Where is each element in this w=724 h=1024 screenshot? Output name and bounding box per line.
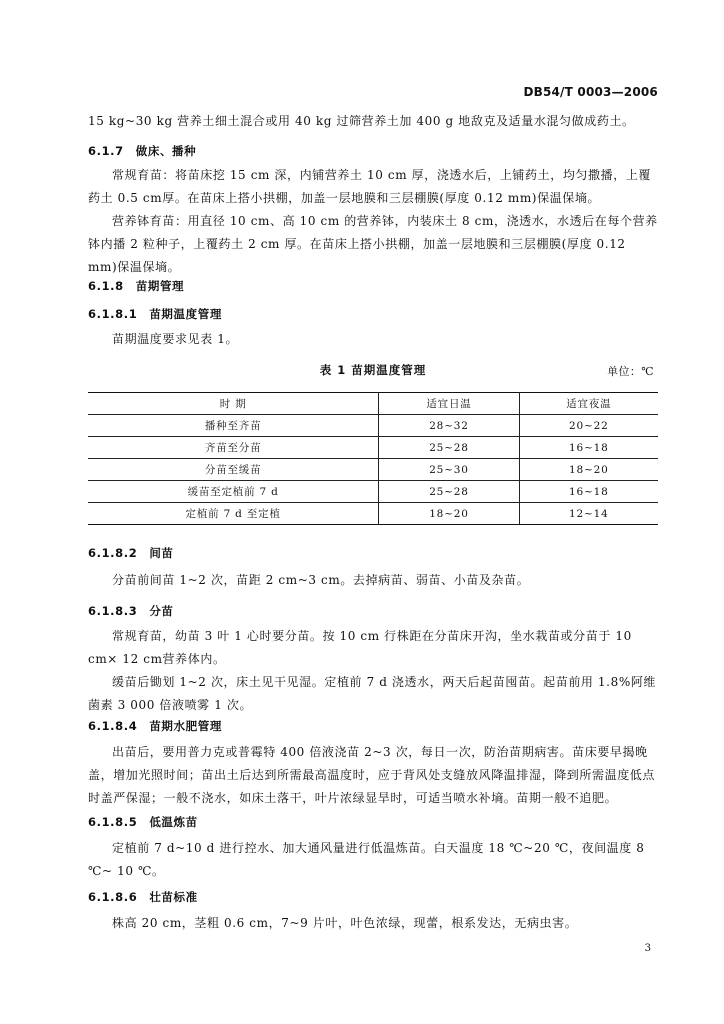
paragraph-soil-mix: 15 kg~30 kg 营养土细土混合或用 40 kg 过筛营养土加 400 g 地敌克及适量水混匀做成药土。 [88,114,635,128]
section-title: 低温炼苗 [149,815,198,829]
section-number: 6.1.8.6 [88,890,138,904]
section-heading-6-1-8 [88,278,184,294]
table-header-row [88,393,658,415]
cell-night-temp: 16~18 [519,437,658,459]
section-title: 间苗 [149,546,174,560]
section-title: 做床、播种 [135,144,197,158]
cell-night-temp: 16~18 [519,481,658,503]
table-row [88,415,658,437]
section-heading-6-1-8-1 [88,306,222,322]
paragraph-hardening: 定植前 7 d~10 d 进行控水、加大通风量进行低温炼苗。白天温度 18 ℃~20 ℃，夜间温度 8 ℃~ 10 ℃。 [88,841,645,878]
cell-night-temp: 20~22 [519,415,658,437]
section-number: 6.1.8.4 [88,719,138,733]
cell-day-temp: 28~32 [379,415,519,437]
table-row [88,437,658,459]
paragraph-water-fertilizer: 出苗后，要用普力克或普霉特 400 倍液浇苗 2~3 次，每日一次，防治苗期病害。苗床要早揭晚盖，增加光照时间；苗出土后达到所需最高温度时，应于背风处支缝放风降温排湿，降到所需温度低点时盖严保湿；一般不浇水，如床土落干，叶片浓绿显旱时，可适当喷水补墒。苗期一般不追肥。 [88,745,656,805]
table-row [88,503,658,525]
standard-code: DB54/T 0003—2006 [523,85,658,99]
paragraph-temperature-reference: 苗期温度要求见表 1。 [112,332,239,346]
section-number: 6.1.8.1 [88,307,138,321]
cell-period: 定植前 7 d 至定植 [88,503,379,525]
cell-day-temp: 25~30 [379,459,519,481]
section-title: 壮苗标准 [149,890,198,904]
paragraph-post-transplant: 缓苗后锄划 1~2 次，床土见干见湿。定植前 7 d 浇透水，两天后起苗囤苗。起苗前用 1.8%阿维菌素 3 000 倍液喷雾 1 次。 [88,675,657,712]
paragraph-pot-nursery: 营养钵育苗：用直径 10 cm、高 10 cm 的营养钵，内装床土 8 cm，浇透水，水透后在每个营养钵内播 2 粒种子，上覆药土 2 cm 厚。在苗床上搭小拱棚，加盖一层地膜和三层棚膜(厚度 0.12 mm)保温保墒。 [88,214,658,274]
section-number: 6.1.8 [88,279,124,293]
section-heading-6-1-8-4 [88,718,222,734]
cell-day-temp: 25~28 [379,437,519,459]
table-row [88,459,658,481]
cell-period: 齐苗至分苗 [88,437,379,459]
section-number: 6.1.8.2 [88,546,138,560]
paragraph-transplanting: 常规育苗，幼苗 3 叶 1 心时要分苗。按 10 cm 行株距在分苗床开沟，坐水栽苗或分苗于 10 cm× 12 cm营养体内。 [88,629,632,666]
paragraph-thinning: 分苗前间苗 1~2 次，苗距 2 cm~3 cm。去掉病苗、弱苗、小苗及杂苗。 [112,573,530,587]
section-title: 分苗 [149,604,174,618]
header-day-temp: 适宜日温 [379,393,519,415]
header-night-temp: 适宜夜温 [519,393,658,415]
section-heading-6-1-7 [88,143,196,159]
cell-night-temp: 12~14 [519,503,658,525]
paragraph-conventional-nursery: 常规育苗：将苗床挖 15 cm 深，内铺营养土 10 cm 厚，浇透水后，上铺药土，均匀撒播，上覆药土 0.5 cm厚。在苗床上搭小拱棚，加盖一层地膜和三层棚膜(厚度 0.12 mm)保温保墒。 [88,168,652,205]
section-heading-6-1-8-6 [88,889,198,905]
section-heading-6-1-8-5 [88,814,198,830]
seedling-temperature-table [88,392,658,525]
cell-day-temp: 25~28 [379,481,519,503]
section-number: 6.1.7 [88,144,124,158]
header-period: 时 期 [88,393,379,415]
section-number: 6.1.8.5 [88,815,138,829]
cell-period: 缓苗至定植前 7 d [88,481,379,503]
section-title: 苗期水肥管理 [149,719,222,733]
section-heading-6-1-8-3 [88,603,174,619]
cell-period: 分苗至缓苗 [88,459,379,481]
paragraph-strong-seedling-criteria: 株高 20 cm，茎粗 0.6 cm，7~9 片叶，叶色浓绿，现蕾，根系发达，无病虫害。 [112,916,578,930]
table-caption: 表 1 苗期温度管理 [319,363,427,377]
page-number: 3 [644,943,651,954]
section-title: 苗期管理 [135,279,185,293]
section-heading-6-1-8-2 [88,545,174,561]
section-title: 苗期温度管理 [149,307,222,321]
cell-day-temp: 18~20 [379,503,519,525]
table-unit: 单位：℃ [607,365,654,378]
cell-period: 播种至齐苗 [88,415,379,437]
section-number: 6.1.8.3 [88,604,138,618]
table-row [88,481,658,503]
cell-night-temp: 18~20 [519,459,658,481]
